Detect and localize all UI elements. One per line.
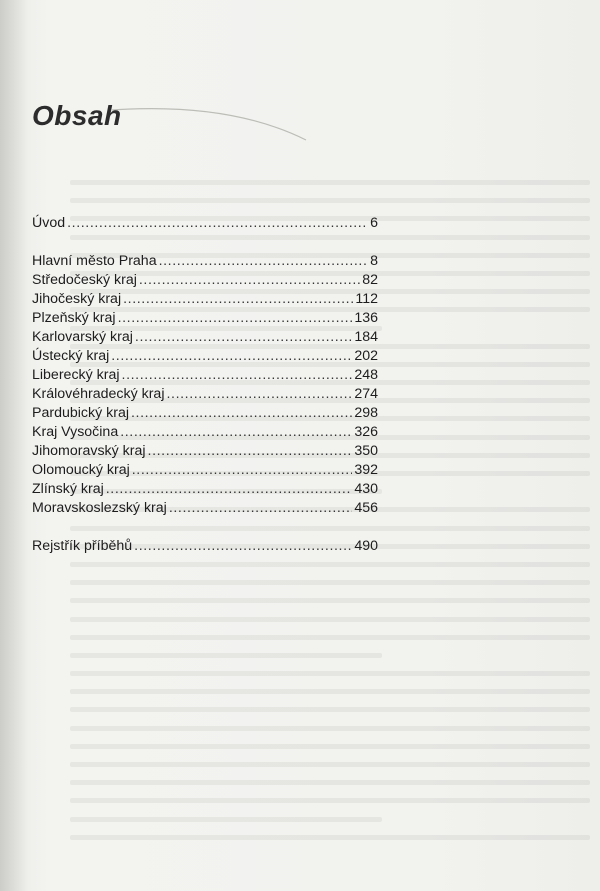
binding-shadow bbox=[0, 0, 28, 891]
dot-leader bbox=[131, 404, 352, 423]
toc-entry-title: Hlavní město Praha bbox=[32, 253, 157, 269]
toc-entry-title: Plzeňský kraj bbox=[32, 310, 116, 326]
toc-entry-title: Jihočeský kraj bbox=[32, 291, 122, 307]
dot-leader bbox=[159, 252, 369, 271]
toc-entry-title: Pardubický kraj bbox=[32, 405, 129, 421]
dot-leader bbox=[139, 271, 360, 290]
toc-group-intro bbox=[32, 214, 378, 233]
toc-entry[interactable] bbox=[32, 252, 378, 271]
toc-entry[interactable] bbox=[32, 480, 378, 499]
toc-entry-page: 248 bbox=[354, 367, 378, 383]
show-through-line bbox=[70, 689, 590, 694]
dot-leader bbox=[123, 290, 353, 309]
dot-leader bbox=[118, 309, 353, 328]
toc-entry-title: Jihomoravský kraj bbox=[32, 443, 146, 459]
dot-leader bbox=[132, 461, 353, 480]
toc-entry-title: Liberecký kraj bbox=[32, 367, 120, 383]
dot-leader bbox=[135, 328, 352, 347]
toc-entry-title: Zlínský kraj bbox=[32, 481, 104, 497]
show-through-line bbox=[70, 835, 590, 840]
toc-entry-title: Úvod bbox=[32, 215, 66, 231]
page-title: Obsah bbox=[32, 100, 122, 131]
toc-group-index bbox=[32, 537, 378, 556]
toc-entry[interactable] bbox=[32, 385, 378, 404]
show-through-line bbox=[70, 562, 590, 567]
toc-entry-page: 6 bbox=[370, 215, 378, 231]
show-through-line bbox=[70, 707, 590, 712]
dot-leader bbox=[67, 214, 368, 233]
dot-leader bbox=[120, 423, 352, 442]
toc-entry[interactable] bbox=[32, 366, 378, 385]
toc-entry-title: Moravskoslezský kraj bbox=[32, 500, 167, 516]
toc-entry-page: 350 bbox=[354, 443, 378, 459]
show-through-line bbox=[70, 798, 590, 803]
show-through-line bbox=[70, 817, 382, 822]
toc-entry[interactable] bbox=[32, 271, 378, 290]
toc-entry[interactable] bbox=[32, 537, 378, 556]
toc-entry[interactable] bbox=[32, 404, 378, 423]
dot-leader bbox=[148, 442, 353, 461]
toc-entry[interactable] bbox=[32, 290, 378, 309]
toc-entry-page: 202 bbox=[354, 348, 378, 364]
toc-entry-page: 8 bbox=[370, 253, 378, 269]
toc-entry[interactable] bbox=[32, 423, 378, 442]
toc-entry[interactable] bbox=[32, 499, 378, 518]
toc-group-regions bbox=[32, 252, 378, 518]
toc-entry-title: Rejstřík příběhů bbox=[32, 538, 133, 554]
toc-entry[interactable] bbox=[32, 328, 378, 347]
toc-entry-page: 274 bbox=[354, 386, 378, 402]
show-through-line bbox=[70, 198, 590, 203]
toc-entry-page: 112 bbox=[355, 291, 378, 307]
show-through-line bbox=[70, 726, 590, 731]
dot-leader bbox=[166, 385, 352, 404]
toc-entry-page: 430 bbox=[354, 481, 378, 497]
toc-entry-title: Ústecký kraj bbox=[32, 348, 110, 364]
dot-leader bbox=[111, 347, 352, 366]
toc-entry-page: 184 bbox=[354, 329, 378, 345]
toc-entry[interactable] bbox=[32, 347, 378, 366]
decorative-arc bbox=[110, 100, 310, 160]
toc-entry-page: 392 bbox=[354, 462, 378, 478]
show-through-line bbox=[70, 598, 590, 603]
toc-entry-page: 136 bbox=[354, 310, 378, 326]
toc-entry[interactable] bbox=[32, 442, 378, 461]
toc-entry-title: Středočeský kraj bbox=[32, 272, 137, 288]
toc-entry-page: 456 bbox=[354, 500, 378, 516]
dot-leader bbox=[122, 366, 353, 385]
show-through-line bbox=[70, 762, 590, 767]
toc-entry-title: Karlovarský kraj bbox=[32, 329, 133, 345]
show-through-line bbox=[70, 617, 590, 622]
toc-entry[interactable] bbox=[32, 309, 378, 328]
toc-entry[interactable] bbox=[32, 461, 378, 480]
show-through-line bbox=[70, 580, 590, 585]
show-through-line bbox=[70, 180, 590, 185]
toc-entry-page: 326 bbox=[354, 424, 378, 440]
show-through-line bbox=[70, 653, 382, 658]
toc-entry-title: Kraj Vysočina bbox=[32, 424, 119, 440]
dot-leader bbox=[134, 537, 352, 556]
show-through-line bbox=[70, 744, 590, 749]
dot-leader bbox=[106, 480, 353, 499]
show-through-line bbox=[70, 635, 590, 640]
toc-entry-page: 298 bbox=[354, 405, 378, 421]
show-through-line bbox=[70, 671, 590, 676]
toc-entry-title: Olomoucký kraj bbox=[32, 462, 130, 478]
dot-leader bbox=[169, 499, 353, 518]
toc-entry-page: 490 bbox=[354, 538, 378, 554]
toc-entry-page: 82 bbox=[362, 272, 378, 288]
show-through-line bbox=[70, 780, 590, 785]
table-of-contents bbox=[32, 214, 378, 556]
toc-entry-title: Královéhradecký kraj bbox=[32, 386, 165, 402]
toc-entry[interactable] bbox=[32, 214, 378, 233]
